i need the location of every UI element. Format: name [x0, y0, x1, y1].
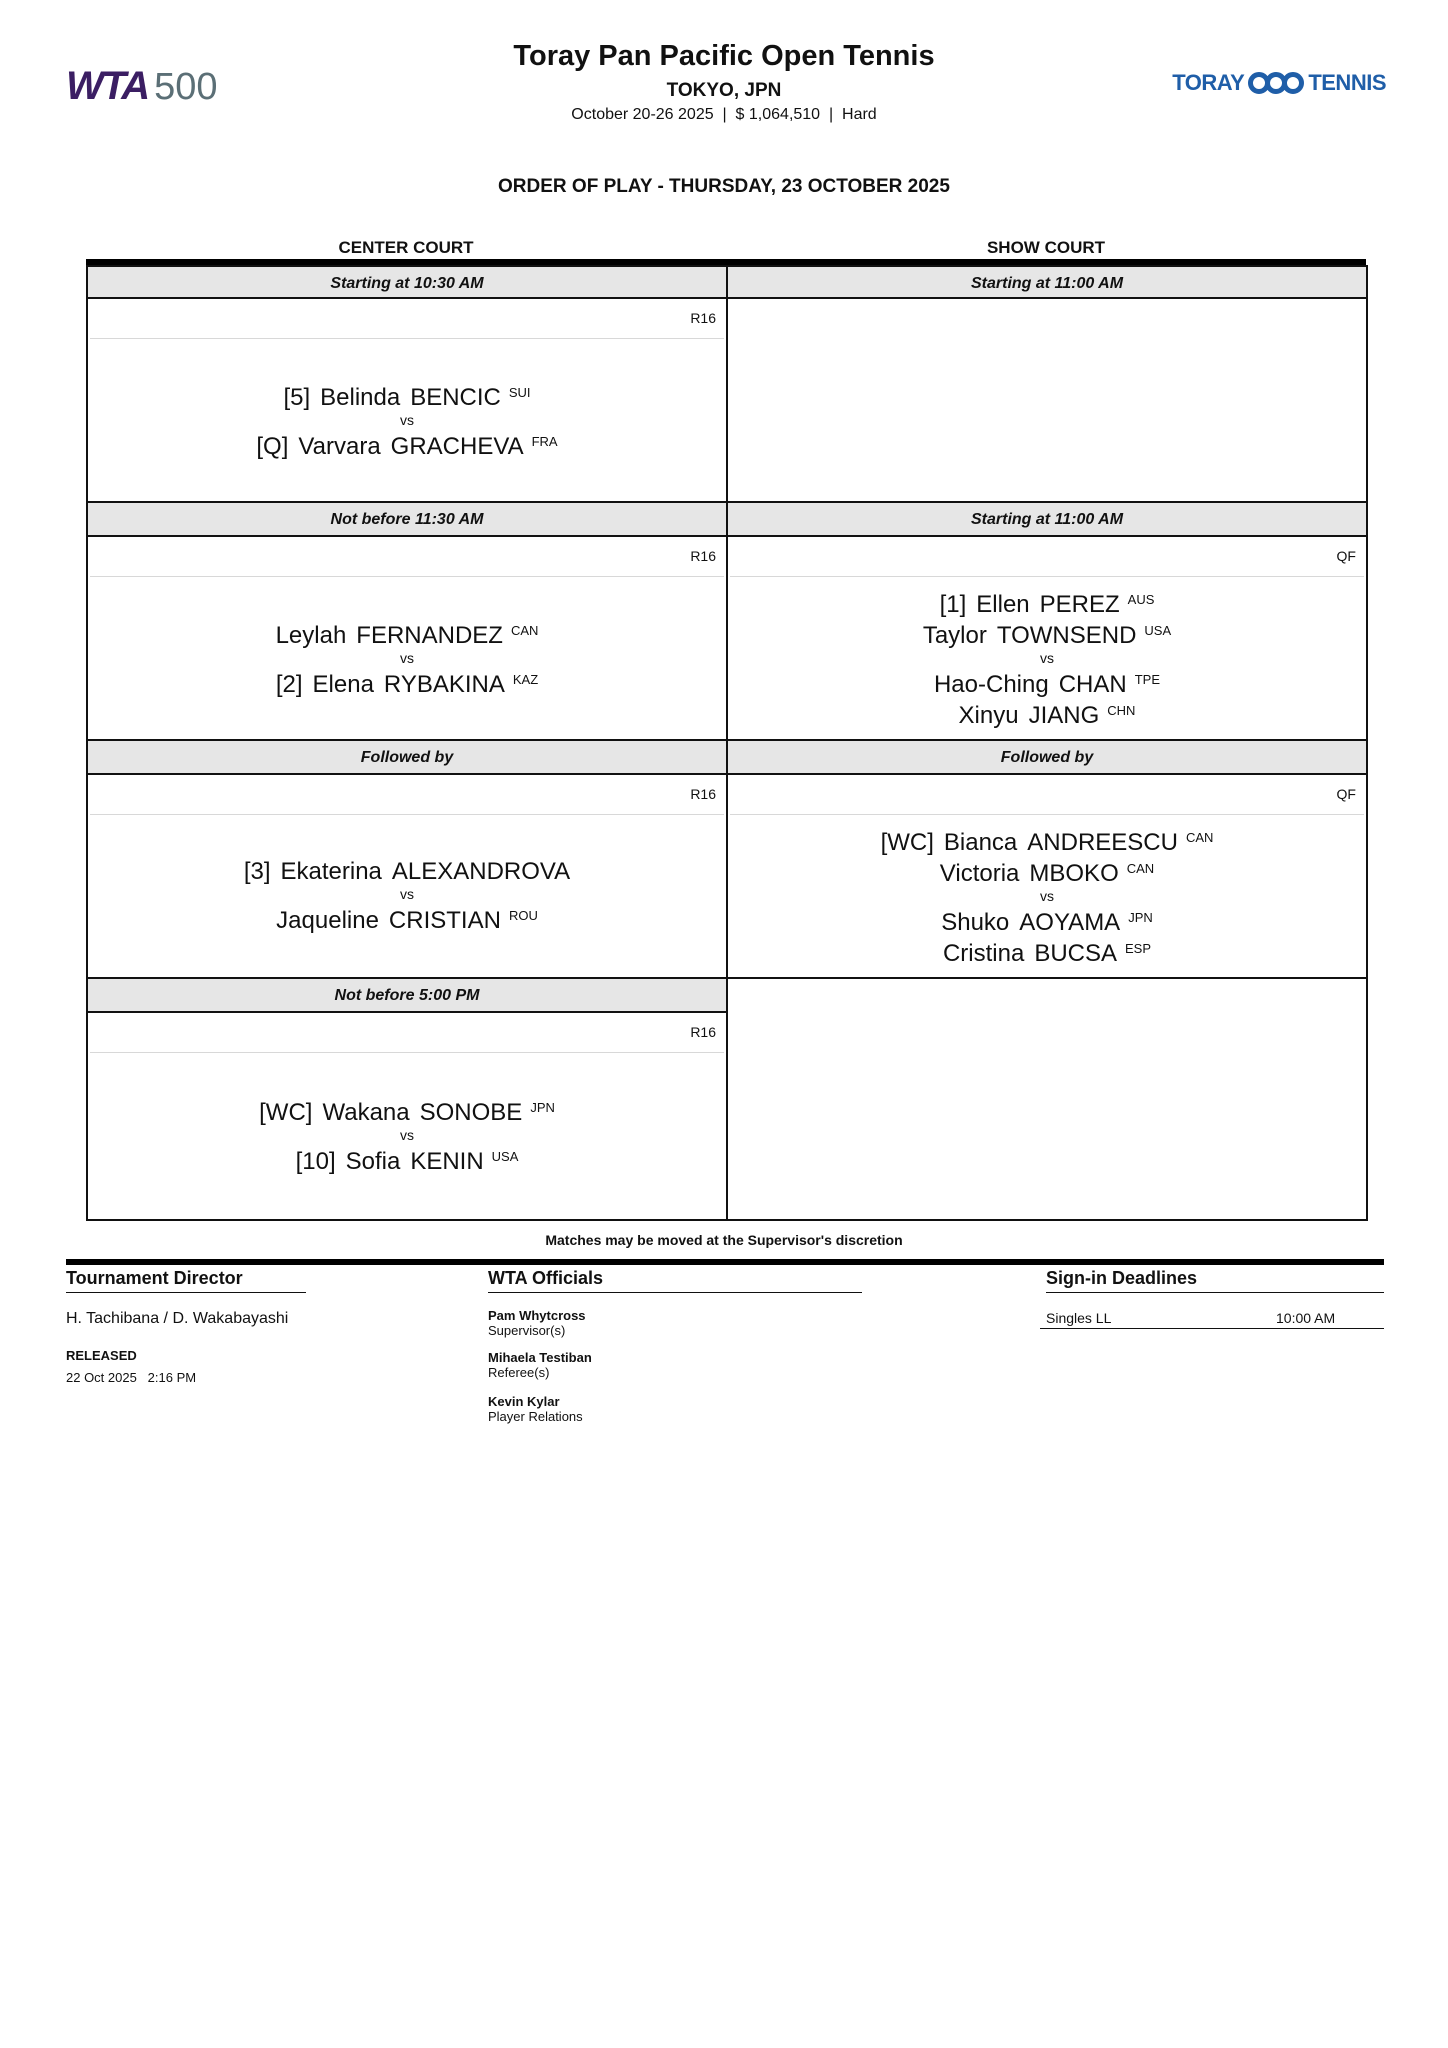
player: Xinyu JIANG $^{CHN}$	[958, 702, 1136, 729]
versus-label: vs	[1040, 650, 1054, 666]
singles-match	[88, 815, 726, 977]
versus-label: vs	[400, 1127, 414, 1143]
player: [Q] Varvara GRACHEVA $^{FRA}$	[256, 433, 558, 460]
order-of-play-title: ORDER OF PLAY - THURSDAY, 23 OCTOBER 2025	[498, 176, 950, 197]
official-entry: Mihaela Testiban Referee(s)	[488, 1350, 592, 1380]
match-slot	[728, 741, 1366, 979]
player: Victoria MBOKO $^{CAN}$	[939, 860, 1155, 887]
player: Taylor TOWNSEND $^{USA}$	[922, 622, 1172, 649]
match-round: R16	[90, 1013, 724, 1053]
player: [5] Belinda BENCIC $^{SUI}$	[283, 384, 531, 411]
released-timestamp: 22 Oct 2025 2:16 PM	[66, 1370, 197, 1385]
slot-start-time: Starting at 11:00 AM	[728, 503, 1366, 537]
versus-label: vs	[400, 885, 414, 902]
slot-start-time: Followed by	[728, 741, 1366, 775]
singles-match	[88, 339, 726, 501]
player: [2] Elena RYBAKINA $^{KAZ}$	[275, 671, 539, 698]
doubles-match	[728, 815, 1366, 977]
slot-start-time: Followed by	[88, 741, 726, 775]
tournament-director-heading: Tournament Director	[66, 1268, 306, 1293]
player: [WC] Bianca ANDREESCU $^{CAN}$	[880, 829, 1214, 856]
tournament-location: TOKYO, JPN	[666, 80, 782, 101]
wta-officials-heading: WTA Officials	[488, 1268, 862, 1293]
tournament-title: Toray Pan Pacific Open Tennis	[513, 40, 935, 72]
versus-label: vs	[400, 412, 414, 428]
supervisor-note: Matches may be moved at the Supervisor's discretion	[545, 1232, 903, 1248]
tournament-director-names: H. Tachibana / D. Wakabayashi	[66, 1310, 289, 1327]
slot-start-time: Not before 11:30 AM	[88, 503, 726, 537]
match-slot	[728, 503, 1366, 741]
match-round: QF	[730, 775, 1364, 815]
player: Hao-Ching CHAN $^{TPE}$	[933, 671, 1161, 698]
sign-in-time: 10:00 AM	[1276, 1310, 1336, 1326]
center-court-heading: CENTER COURT	[338, 238, 474, 257]
footer-rule	[66, 1259, 1384, 1265]
sign-in-deadline-row	[1040, 1310, 1384, 1329]
singles-match	[88, 577, 726, 739]
player: Shuko AOYAMA $^{JPN}$	[941, 909, 1153, 936]
player: [WC] Wakana SONOBE $^{JPN}$	[259, 1099, 555, 1126]
versus-label: vs	[400, 650, 414, 666]
versus-label: vs	[1040, 888, 1054, 904]
released-label: RELEASED	[66, 1348, 137, 1363]
player: [3] Ekaterina ALEXANDROVA	[243, 857, 571, 885]
show-court-heading: SHOW COURT	[986, 238, 1106, 257]
sign-in-event: Singles LL	[1046, 1310, 1112, 1326]
player: Leylah FERNANDEZ $^{CAN}$	[275, 622, 539, 649]
slot-start-time: Starting at 10:30 AM	[88, 265, 726, 299]
player: [1] Ellen PEREZ $^{AUS}$	[939, 591, 1155, 618]
player: [10] Sofia KENIN $^{USA}$	[295, 1148, 519, 1175]
match-round: R16	[90, 299, 724, 339]
official-entry: Pam Whytcross Supervisor(s)	[488, 1308, 586, 1338]
match-round: R16	[90, 775, 724, 815]
match-round: QF	[730, 537, 1364, 577]
slot-start-time: Not before 5:00 PM	[88, 979, 726, 1013]
show-court-column	[728, 265, 1366, 979]
sign-in-deadlines-heading: Sign-in Deadlines	[1046, 1268, 1384, 1293]
match-slot	[88, 503, 726, 741]
match-slot	[88, 265, 726, 503]
order-of-play-grid	[86, 265, 1368, 1221]
match-slot	[88, 741, 726, 979]
toray-ppo-tennis-logo: TORAY TENNIS	[1172, 70, 1386, 95]
doubles-match	[728, 577, 1366, 739]
singles-match	[88, 1053, 726, 1217]
official-entry: Kevin Kylar Player Relations	[488, 1394, 583, 1424]
slot-start-time: Starting at 11:00 AM	[728, 265, 1366, 299]
center-court-column	[88, 265, 728, 1219]
wta-500-logo: WTA 500	[66, 64, 218, 108]
player: Jaqueline CRISTIAN $^{ROU}$	[276, 906, 538, 934]
match-slot-empty	[728, 265, 1366, 503]
tournament-details: October 20-26 2025 | $ 1,064,510 | Hard	[571, 106, 877, 123]
player: Cristina BUCSA $^{ESP}$	[942, 940, 1152, 967]
match-slot	[88, 979, 726, 1217]
match-round: R16	[90, 537, 724, 577]
